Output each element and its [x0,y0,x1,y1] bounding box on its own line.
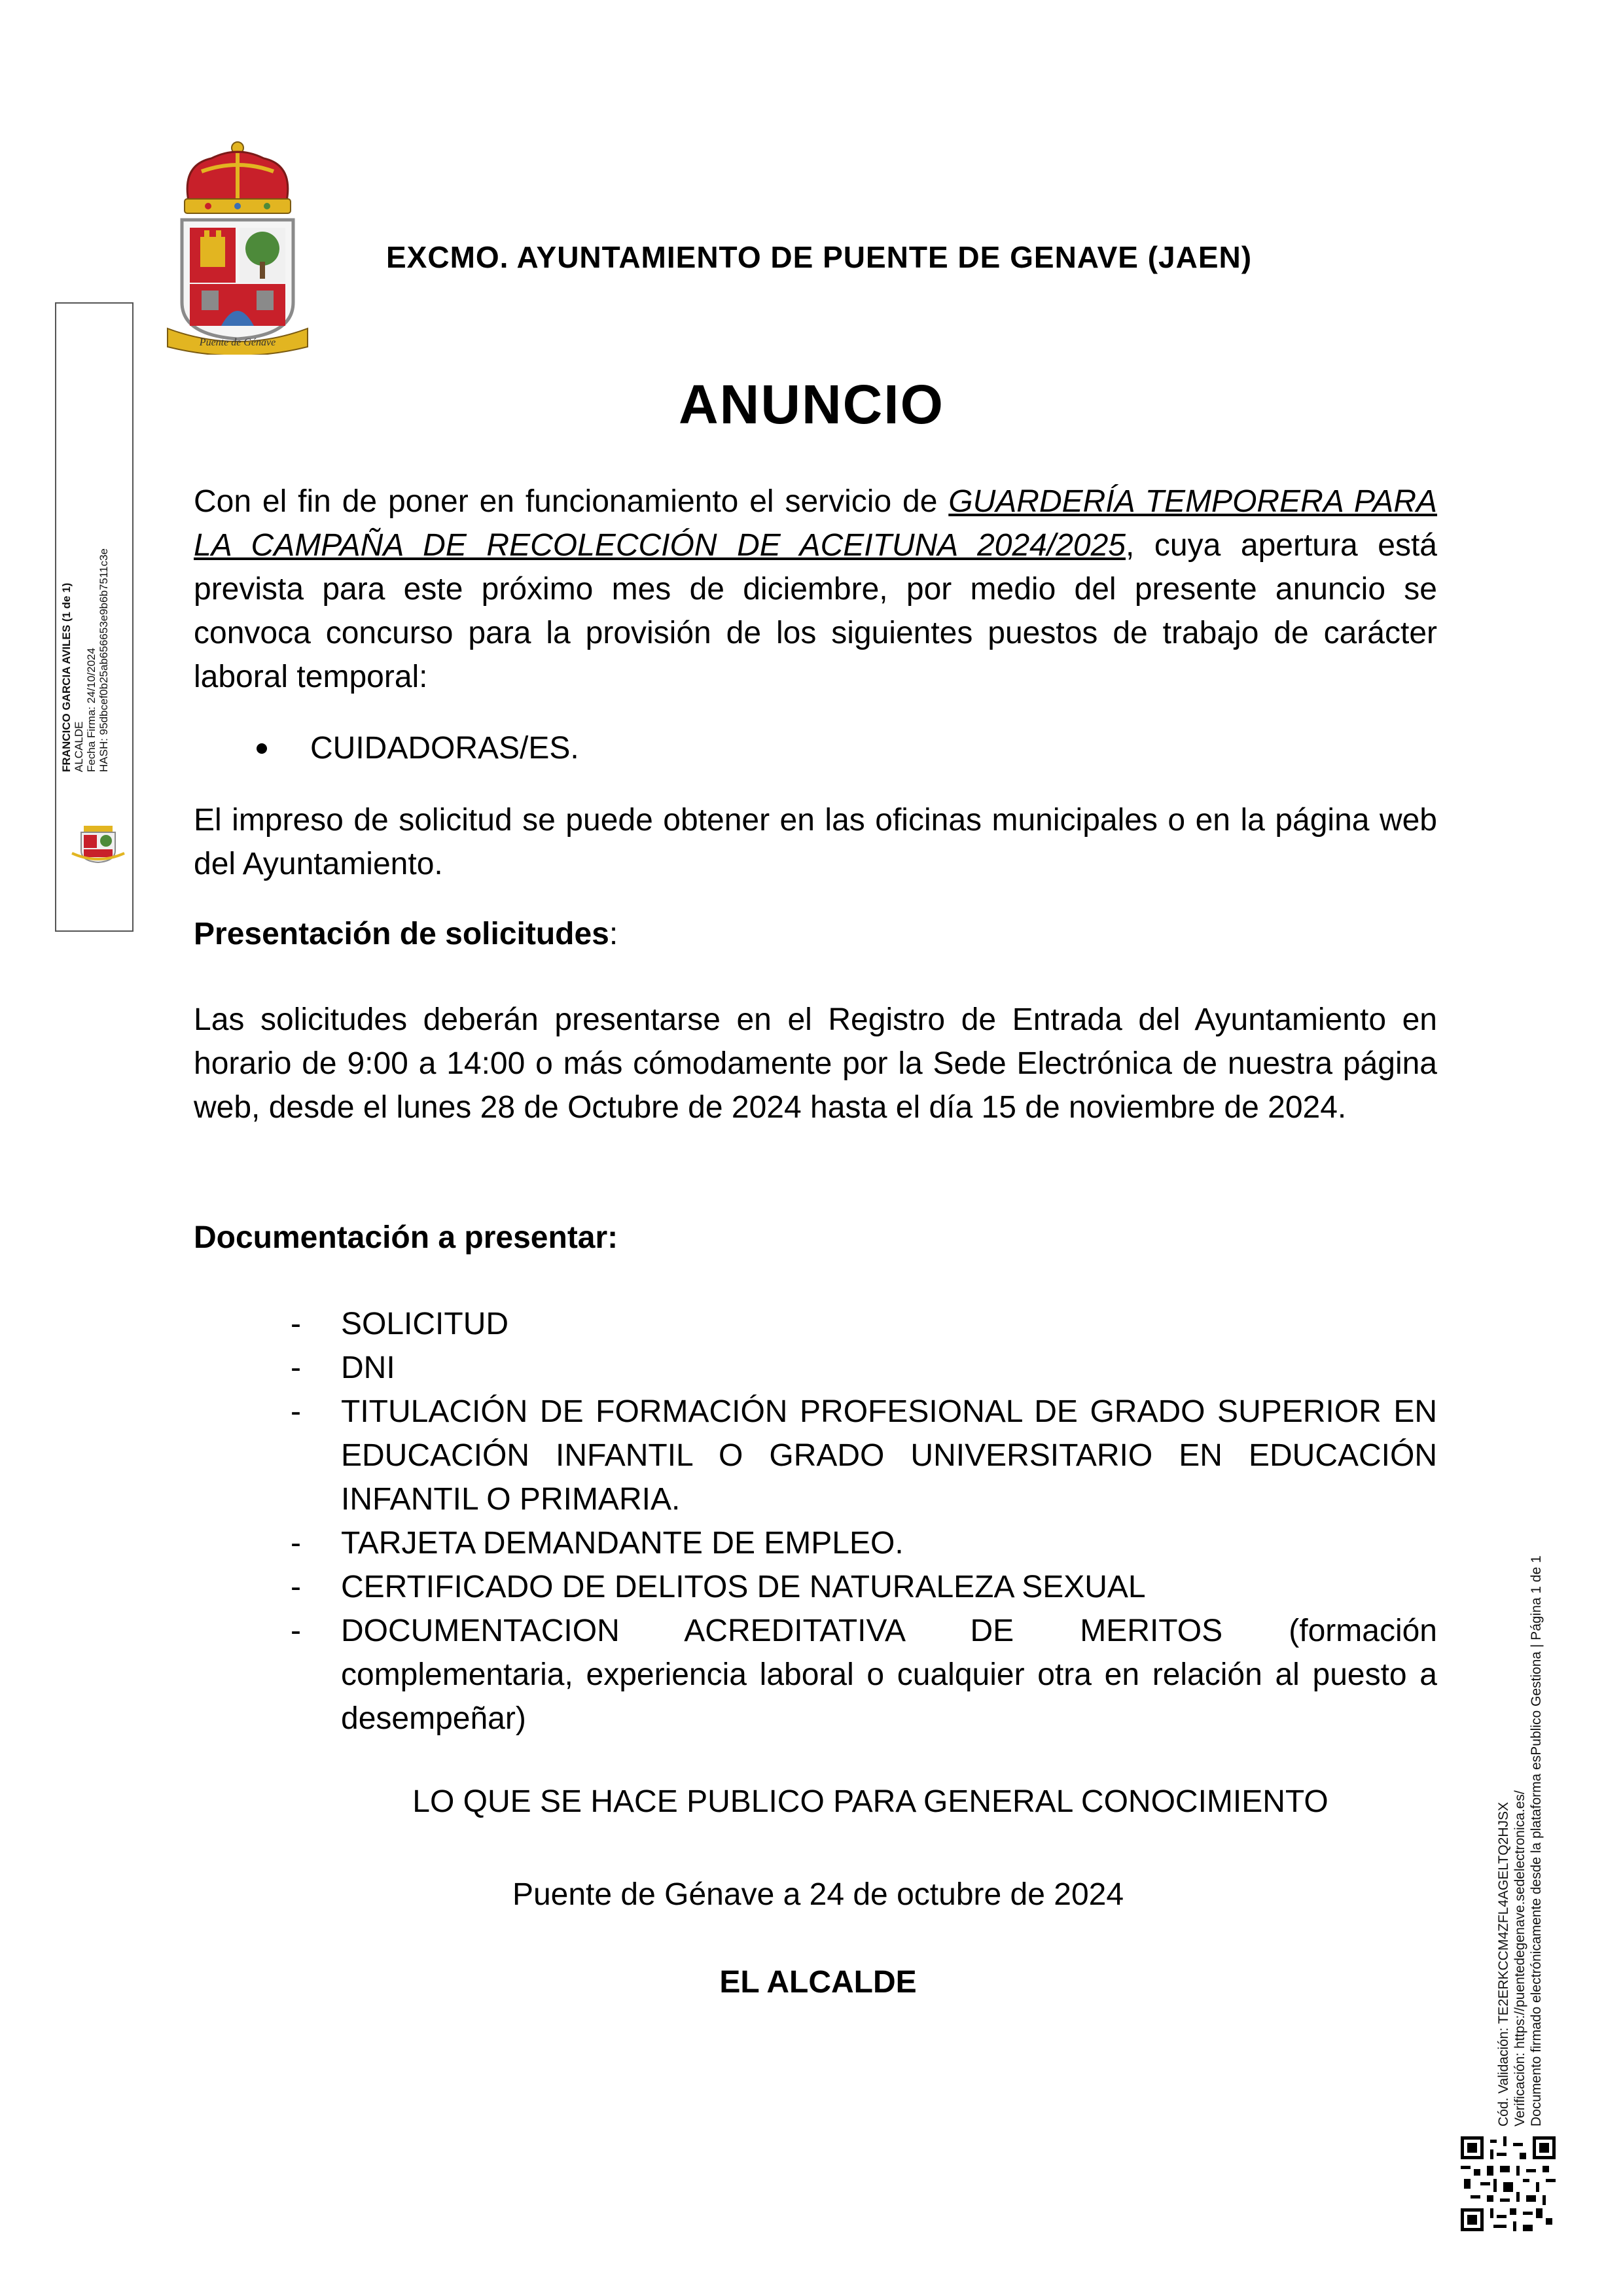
documentation-item: SOLICITUD [341,1307,509,1341]
submission-heading-text: Presentación de solicitudes [194,917,609,951]
closing-statement: LO QUE SE HACE PUBLICO PARA GENERAL CONOCIMIENTO [412,1784,1329,1819]
signer-role: ALCALDE [73,721,85,772]
intro-text-after: , cuya apertura está prevista para este próximo mes de diciembre, por medio del presente anuncio se convoca concurso para la provisión de los siguientes puestos de trabajo de carácter laboral temporal: [194,528,1438,694]
submission-paragraph: Las solicitudes deberán presentarse en el Registro de Entrada del Ayuntamiento en horario de 9:00 a 14:00 o más cómodamente por la Sede Electrónica de nuestra página web, desde el lunes 28 de Octubre de 2024 hasta el día 15 de noviembre de 2024. [194,1002,1437,1125]
signatory: EL ALCALDE [719,1965,917,2000]
validation-code: Cód. Validación: TE2ERKCCM4ZFL4AGELTQ2HJSX [1496,1801,1511,2127]
documentation-heading: Documentación a presentar: [194,1220,618,1255]
verification-url: Verificación: https://puentedegenave.sedelectronica.es/ [1512,1790,1527,2127]
bullet-icon [257,743,267,754]
application-form-paragraph: El impreso de solicitud se puede obtener en las oficinas municipales o en la página web del Ayuntamiento. [194,803,1437,881]
list-item [194,1390,1437,1521]
documentation-item: DOCUMENTACION ACREDITATIVA DE MERITOS (formación complementaria, experiencia laboral o cualquier otra en relación al puesto a desempeñar) [341,1614,1437,1736]
municipal-crest [162,139,313,355]
verification-text [1495,1407,1554,2127]
crown-icon [185,142,291,213]
dash-icon: - [291,1351,301,1385]
documentation-list [194,1302,1437,1740]
dash-icon: - [291,1526,301,1561]
submission-heading [194,912,618,956]
list-item [194,1565,1437,1609]
document-title: ANUNCIO [679,374,944,435]
list-item [194,1346,1437,1390]
platform-note: Documento firmado electrónicamente desde la plataforma esPublico Gestiona | Página 1 de 1 [1529,1555,1544,2127]
list-item [194,726,1437,770]
dash-icon: - [291,1307,301,1341]
documentation-item: CERTIFICADO DE DELITOS DE NATURALEZA SEXUAL [341,1570,1146,1604]
submission-heading-colon: : [609,917,618,951]
signature-crest-icon [67,824,130,864]
list-item [194,1609,1437,1740]
documentation-item: TARJETA DEMANDANTE DE EMPLEO. [341,1526,904,1561]
intro-text-before: Con el fin de poner en funcionamiento el servicio de [194,484,949,519]
shield-icon [182,220,293,339]
service-name: GUARDERÍA TEMPORERA PARA LA CAMPAÑA DE RECOLECCIÓN DE ACEITUNA 2024/2025 [194,484,1437,563]
dash-icon: - [291,1570,301,1604]
dash-icon: - [291,1394,301,1429]
crest-motto: Puente de Génave [199,337,276,348]
signer-name: FRANCICO GARCIA AVILES (1 de 1) [60,582,73,772]
intro-paragraph [194,480,1437,699]
qr-code-icon [1461,2136,1556,2231]
position-label: CUIDADORAS/ES. [310,731,579,766]
signature-date: Fecha Firma: 24/10/2024 [85,648,98,772]
place-and-date: Puente de Génave a 24 de octubre de 2024 [512,1877,1124,1912]
list-item [194,1521,1437,1565]
signature-hash: HASH: 95dbcef0b25ab656653e9b6b7511c3e [98,548,110,772]
signature-stamp-text [60,471,132,772]
dash-icon: - [291,1614,301,1648]
positions-list [194,726,1437,770]
documentation-item: DNI [341,1351,395,1385]
list-item [194,1302,1437,1346]
institution-title: EXCMO. AYUNTAMIENTO DE PUENTE DE GENAVE (JAEN) [386,240,1253,274]
documentation-item: TITULACIÓN DE FORMACIÓN PROFESIONAL DE GRADO SUPERIOR EN EDUCACIÓN INFANTIL O GRADO UNIVERSITARIO EN EDUCACIÓN INFANTIL O PRIMARIA. [341,1394,1437,1517]
